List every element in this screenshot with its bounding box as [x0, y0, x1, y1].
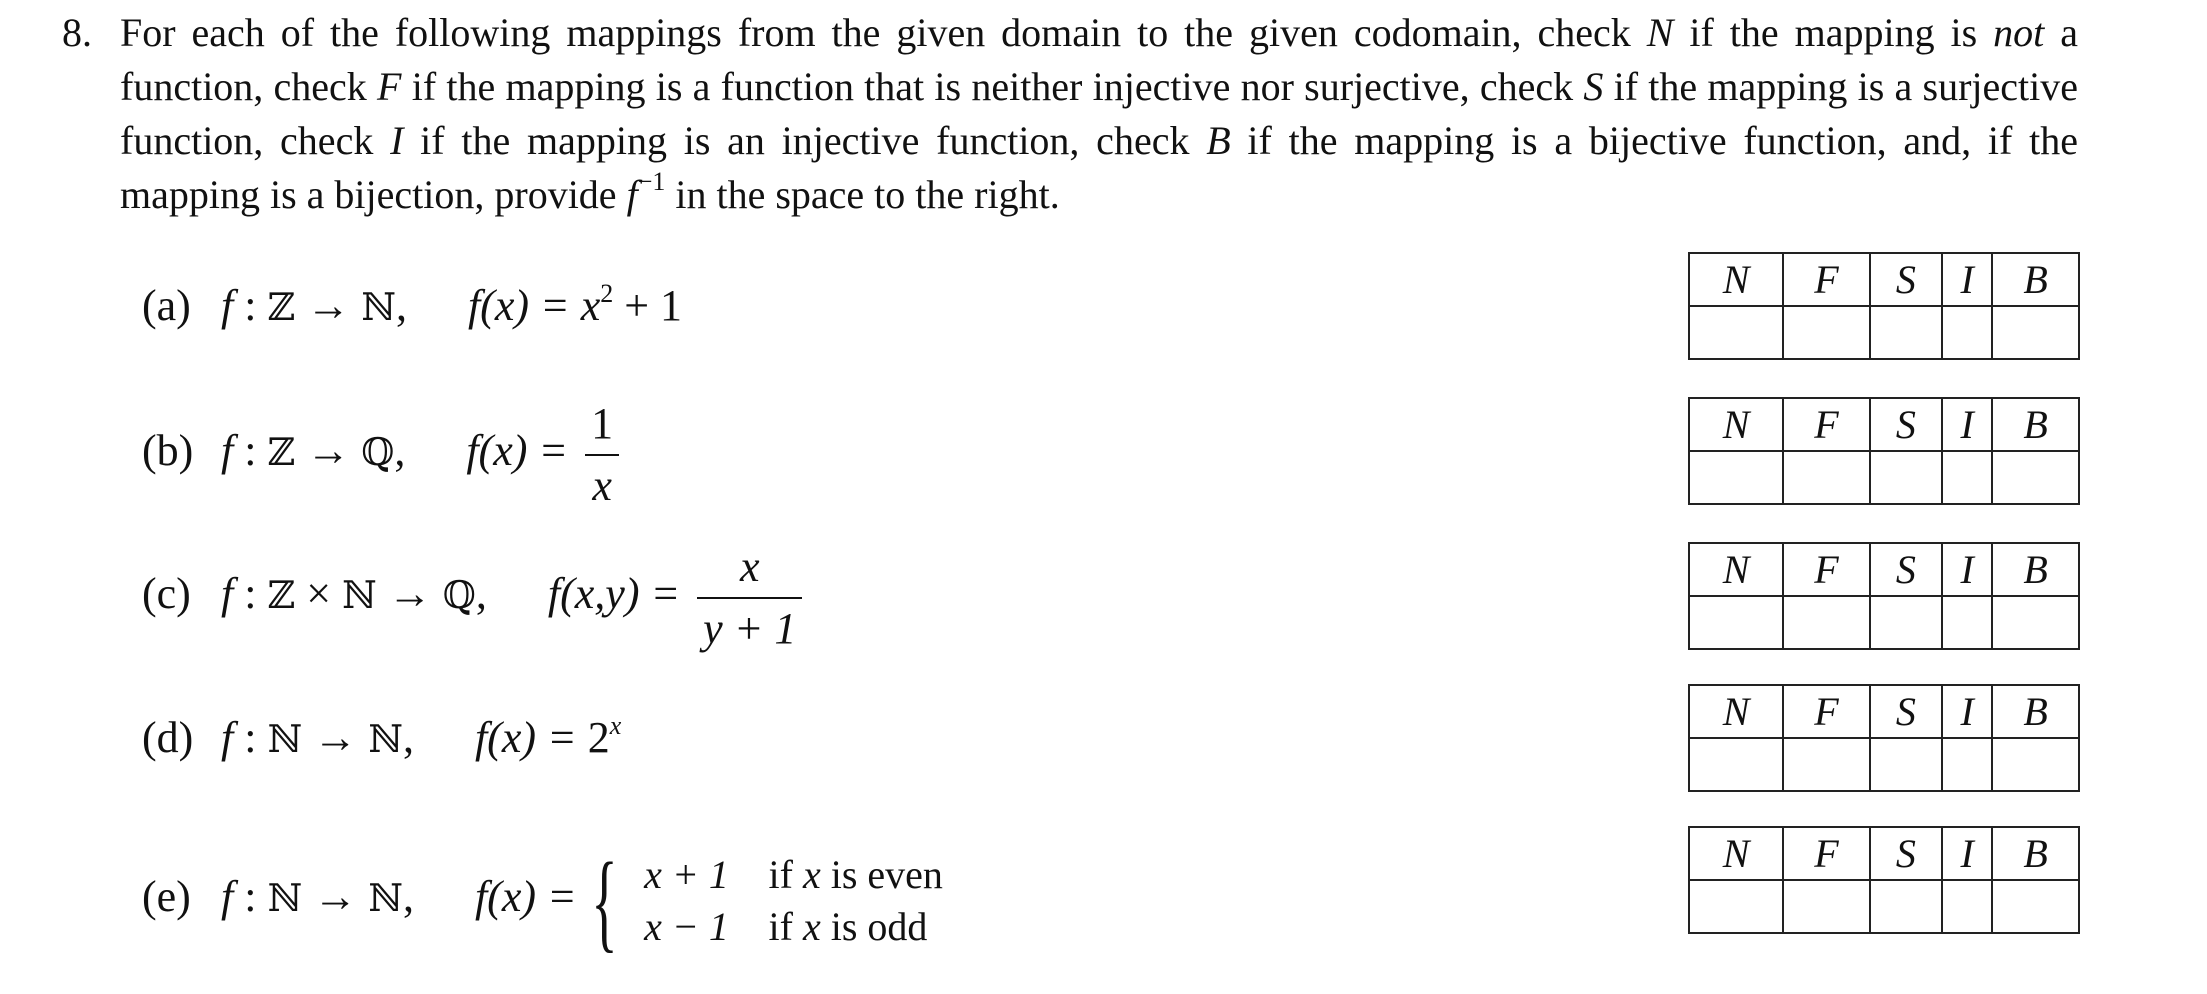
answer-checkbox-row — [1689, 596, 2079, 649]
answer-box-header — [1689, 398, 2079, 451]
part-e — [142, 840, 943, 962]
header-i: I — [1942, 543, 1992, 596]
check-cell-n[interactable] — [1689, 738, 1783, 791]
answer-box-header — [1689, 543, 2079, 596]
check-cell-n[interactable] — [1689, 306, 1783, 359]
function-name: f — [221, 713, 234, 762]
part-label: (e) — [142, 872, 191, 922]
denominator: y + 1 — [697, 597, 802, 653]
colon: : — [233, 281, 268, 330]
part-a — [142, 276, 682, 337]
header-i: I — [1942, 253, 1992, 306]
part-label: (d) — [142, 713, 194, 762]
domain-set: ℕ — [267, 717, 303, 761]
check-cell-b[interactable] — [1992, 738, 2079, 791]
answer-checkbox-row — [1689, 738, 2079, 791]
codomain-set: ℕ — [361, 285, 396, 329]
function-rhs: x — [580, 281, 601, 330]
answer-checkbox-row — [1689, 306, 2079, 359]
domain-set: ℕ — [267, 876, 303, 921]
header-i: I — [1942, 685, 1992, 738]
function-name: f — [221, 426, 234, 476]
answer-box-header — [1689, 685, 2079, 738]
fraction — [697, 543, 802, 653]
domain-set: ℤ — [267, 430, 296, 475]
answer-box-a — [1688, 252, 2080, 360]
arrow: → — [295, 281, 362, 330]
header-s: S — [1870, 543, 1942, 596]
exponent: x — [609, 711, 622, 740]
header-n: N — [1689, 827, 1783, 880]
arrow: → — [302, 713, 369, 762]
case-variable: x — [802, 852, 821, 897]
check-cell-f[interactable] — [1783, 880, 1870, 933]
function-lhs: f(x) = — [466, 426, 580, 476]
arrow: → — [302, 872, 369, 922]
codomain-set: ℚ — [442, 573, 476, 618]
domain-set-2: ℕ — [342, 573, 377, 618]
option-n-label: N — [1646, 10, 1674, 55]
function-lhs: f(x) = — [474, 872, 588, 922]
inverse-f: f — [626, 172, 638, 217]
option-i-label: I — [390, 118, 404, 163]
check-cell-n[interactable] — [1689, 880, 1783, 933]
times-sign: × — [295, 569, 343, 619]
colon: : — [233, 426, 268, 476]
case-expression: x + 1 — [644, 852, 729, 897]
check-cell-f[interactable] — [1783, 596, 1870, 649]
function-name: f — [221, 281, 234, 330]
option-s-label: S — [1583, 64, 1604, 109]
base: 2 — [587, 713, 610, 762]
function-lhs: f(x) = — [474, 713, 588, 762]
question-number: 8. — [62, 10, 92, 55]
answer-box-d — [1688, 684, 2080, 792]
answer-checkbox-row — [1689, 451, 2079, 504]
codomain-set: ℚ — [361, 430, 395, 475]
check-cell-b[interactable] — [1992, 451, 2079, 504]
question-text-part: if the mapping is a surjective function, check — [120, 64, 2079, 163]
answer-box-e — [1688, 826, 2080, 934]
comma: , — [402, 872, 414, 922]
colon: : — [233, 569, 268, 619]
question-text-part: if the mapping is a bijective function, and, if the mapping is a bijection, provide — [120, 118, 2078, 217]
header-s: S — [1870, 398, 1942, 451]
case-condition: if — [768, 904, 803, 949]
fraction — [585, 400, 619, 510]
numerator: x — [740, 542, 760, 591]
header-s: S — [1870, 685, 1942, 738]
question-text-part: in the space to the right. — [665, 172, 1060, 217]
codomain-set: ℕ — [368, 717, 403, 761]
piecewise-cases — [625, 849, 943, 953]
case-condition-rest: is even — [820, 852, 943, 897]
question-text-part: if the mapping is — [1673, 10, 1994, 55]
check-cell-n[interactable] — [1689, 596, 1783, 649]
comma: , — [402, 713, 414, 762]
exponent: 2 — [600, 279, 614, 308]
arrow: → — [295, 426, 362, 476]
question-text — [120, 6, 2078, 222]
case-row — [625, 901, 943, 953]
check-cell-b[interactable] — [1992, 306, 2079, 359]
header-b: B — [1992, 398, 2079, 451]
header-f: F — [1783, 398, 1870, 451]
check-cell-i[interactable] — [1942, 738, 1992, 791]
header-f: F — [1783, 827, 1870, 880]
check-cell-b[interactable] — [1992, 596, 2079, 649]
header-n: N — [1689, 543, 1783, 596]
part-label: (b) — [142, 426, 194, 476]
answer-box-header — [1689, 253, 2079, 306]
check-cell-n[interactable] — [1689, 451, 1783, 504]
header-n: N — [1689, 253, 1783, 306]
comma: , — [475, 569, 487, 619]
function-name: f — [221, 872, 234, 922]
function-lhs: f(x) = — [467, 281, 581, 330]
question-text-part: if the mapping is a function that is neither injective nor surjective, check — [401, 64, 1584, 109]
header-b: B — [1992, 827, 2079, 880]
part-label: (c) — [142, 569, 191, 619]
header-i: I — [1942, 398, 1992, 451]
option-f-label: F — [377, 64, 402, 109]
check-cell-s[interactable] — [1870, 596, 1942, 649]
function-lhs: f(x,y) = — [547, 569, 692, 619]
inverse-exponent: −1 — [637, 167, 666, 196]
domain-set: ℤ — [267, 285, 296, 329]
part-c — [142, 543, 808, 653]
domain-set: ℤ — [267, 573, 296, 618]
header-n: N — [1689, 398, 1783, 451]
header-s: S — [1870, 253, 1942, 306]
answer-box-b — [1688, 397, 2080, 505]
case-expression: x − 1 — [644, 904, 729, 949]
question-text-part: if the mapping is an injective function, check — [403, 118, 1207, 163]
option-b-label: B — [1206, 118, 1231, 163]
denominator: x — [585, 454, 619, 510]
header-b: B — [1992, 253, 2079, 306]
header-f: F — [1783, 685, 1870, 738]
check-cell-s[interactable] — [1870, 306, 1942, 359]
header-n: N — [1689, 685, 1783, 738]
function-name: f — [221, 569, 234, 619]
header-f: F — [1783, 253, 1870, 306]
check-cell-f[interactable] — [1783, 738, 1870, 791]
comma: , — [395, 281, 407, 330]
header-i: I — [1942, 827, 1992, 880]
case-row — [625, 849, 943, 901]
answer-box-c — [1688, 542, 2080, 650]
case-condition-rest: is odd — [820, 904, 928, 949]
colon: : — [233, 713, 268, 762]
part-b — [142, 400, 625, 510]
check-cell-i[interactable] — [1942, 306, 1992, 359]
check-cell-s[interactable] — [1870, 738, 1942, 791]
header-s: S — [1870, 827, 1942, 880]
part-label: (a) — [142, 281, 191, 330]
numerator: 1 — [591, 399, 614, 448]
check-cell-b[interactable] — [1992, 880, 2079, 933]
arrow: → — [376, 569, 443, 619]
check-cell-i[interactable] — [1942, 880, 1992, 933]
header-b: B — [1992, 543, 2079, 596]
codomain-set: ℕ — [368, 876, 403, 921]
case-condition: if — [768, 852, 803, 897]
question-text-part: a function, check — [120, 10, 2078, 109]
function-rhs-rest: + 1 — [613, 281, 683, 330]
check-cell-i[interactable] — [1942, 596, 1992, 649]
header-b: B — [1992, 685, 2079, 738]
question-text-part: For each of the following mappings from the given domain to the given codomain, check — [120, 10, 1647, 55]
answer-checkbox-row — [1689, 880, 2079, 933]
check-cell-f[interactable] — [1783, 306, 1870, 359]
check-cell-i[interactable] — [1942, 451, 1992, 504]
comma: , — [394, 426, 406, 476]
part-d — [142, 708, 621, 769]
check-cell-s[interactable] — [1870, 451, 1942, 504]
check-cell-f[interactable] — [1783, 451, 1870, 504]
case-variable: x — [802, 904, 821, 949]
emphasis-not: not — [1993, 10, 2045, 55]
colon: : — [233, 872, 268, 922]
check-cell-s[interactable] — [1870, 880, 1942, 933]
header-f: F — [1783, 543, 1870, 596]
answer-box-header — [1689, 827, 2079, 880]
left-brace: { — [590, 840, 618, 962]
